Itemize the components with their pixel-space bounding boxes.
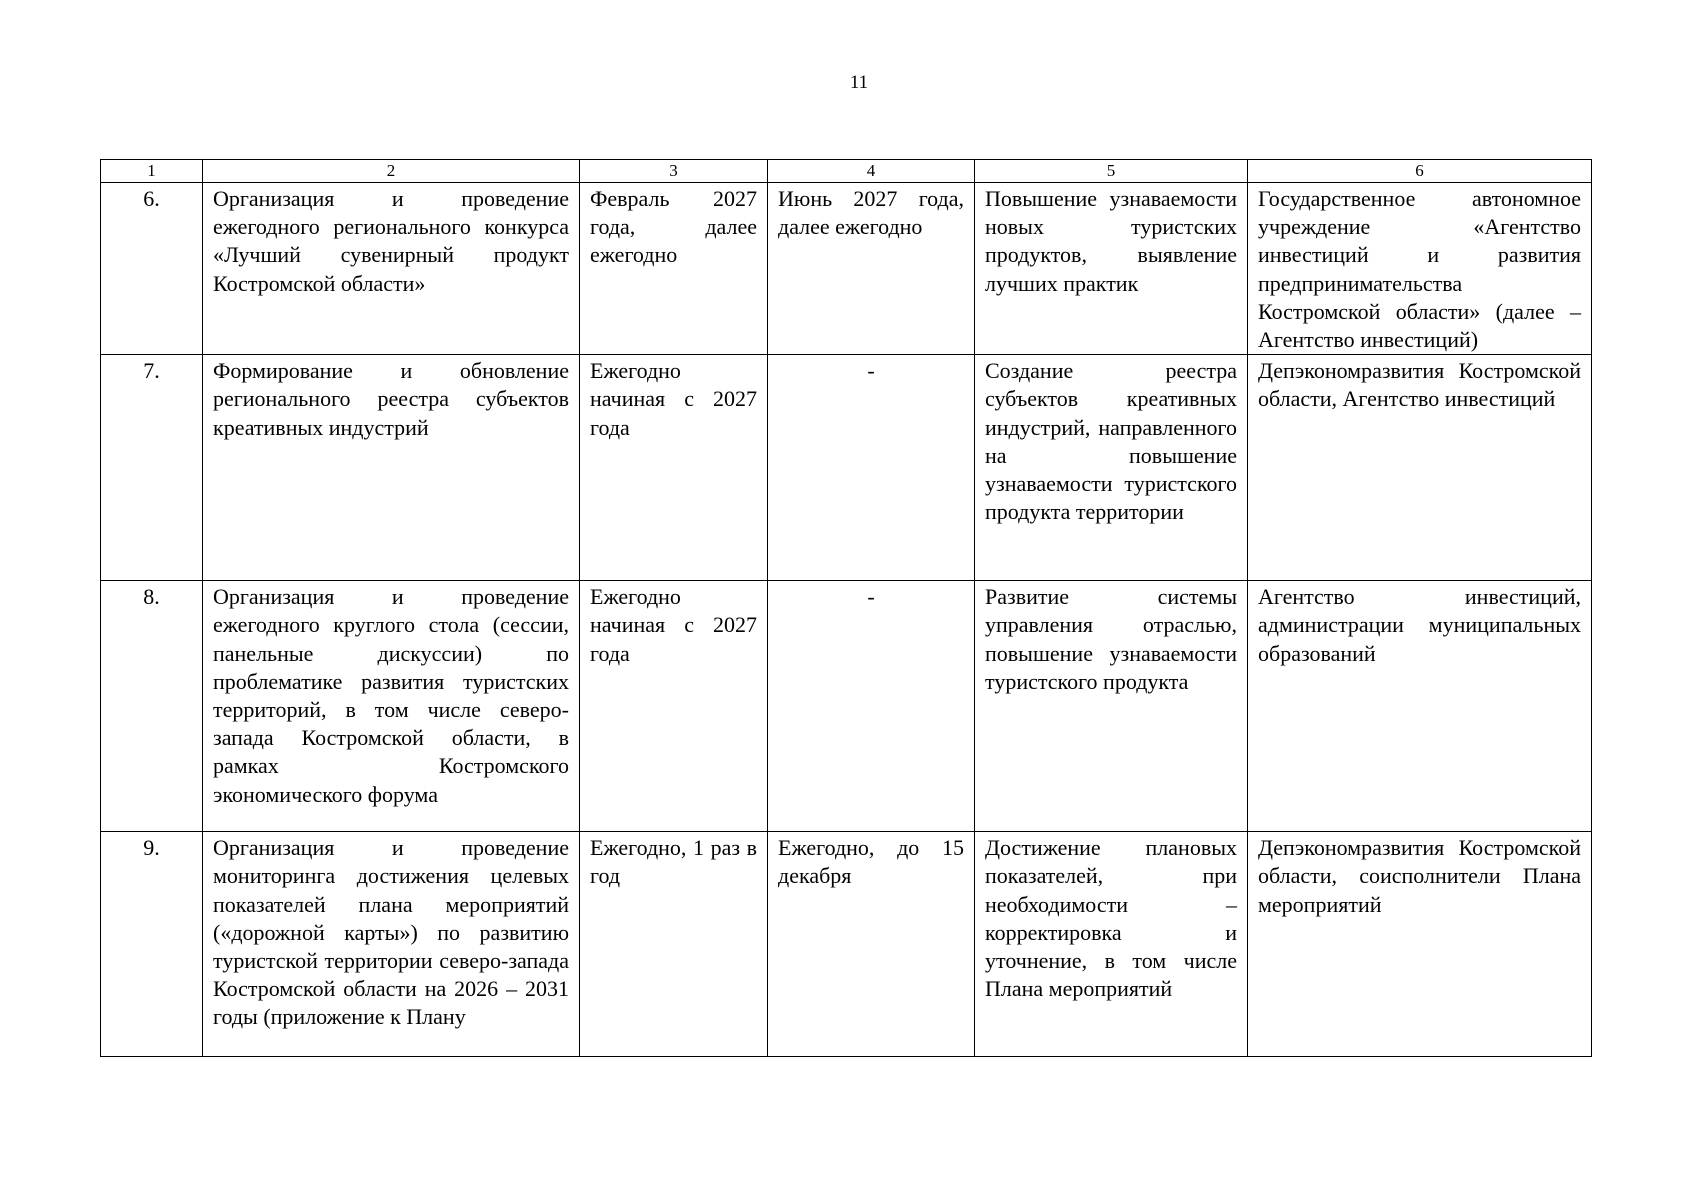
column-header: 3 (580, 160, 768, 183)
result-cell: Достижение плановых показателей, при необходимости – корректировка и уточнение, в том числе Плана мероприятий (975, 832, 1248, 1057)
column-header: 6 (1248, 160, 1592, 183)
event-cell: Формирование и обновление регионального реестра субъектов креативных индустрий (203, 355, 580, 581)
table-row (101, 183, 1592, 355)
responsible-cell: Государственное автономное учреждение «Агентство инвестиций и развития предпринимательства Костромской области» (далее – Агентство инвестиций) (1248, 183, 1592, 355)
result-cell: Повышение узнаваемости новых туристских продуктов, выявление лучших практик (975, 183, 1248, 355)
start-date-cell: Ежегодно начиная с 2027 года (580, 355, 768, 581)
column-header: 2 (203, 160, 580, 183)
page-number: 11 (849, 72, 869, 93)
row-number-cell: 9. (101, 832, 203, 1057)
result-cell: Развитие системы управления отраслью, повышение узнаваемости туристского продукта (975, 581, 1248, 832)
table-row (101, 355, 1592, 581)
column-header: 4 (768, 160, 975, 183)
event-cell: Организация и проведение мониторинга достижения целевых показателей плана мероприятий («дорожной карты») по развитию туристской территории северо-запада Костромской области на 2026 – 2031 годы (приложение к Плану (203, 832, 580, 1057)
row-number-cell: 7. (101, 355, 203, 581)
result-cell: Создание реестра субъектов креативных индустрий, направленного на повышение узнаваемости туристского продукта территории (975, 355, 1248, 581)
row-number-cell: 6. (101, 183, 203, 355)
row-number-cell: 8. (101, 581, 203, 832)
start-date-cell: Ежегодно начиная с 2027 года (580, 581, 768, 832)
plan-table (100, 159, 1592, 1057)
end-date-cell: - (768, 581, 975, 832)
event-cell: Организация и проведение ежегодного регионального конкурса «Лучший сувенирный продукт Костромской области» (203, 183, 580, 355)
end-date-cell: Ежегодно, до 15 декабря (768, 832, 975, 1057)
start-date-cell: Февраль 2027 года, далее ежегодно (580, 183, 768, 355)
event-cell: Организация и проведение ежегодного круглого стола (сессии, панельные дискуссии) по проблематике развития туристских территорий, в том числе северо-запада Костромской области, в рамках Костромского экономического форума (203, 581, 580, 832)
column-header: 5 (975, 160, 1248, 183)
responsible-cell: Депэкономразвития Костромской области, соисполнители Плана мероприятий (1248, 832, 1592, 1057)
start-date-cell: Ежегодно, 1 раз в год (580, 832, 768, 1057)
end-date-cell: - (768, 355, 975, 581)
table-row (101, 581, 1592, 832)
responsible-cell: Депэкономразвития Костромской области, Агентство инвестиций (1248, 355, 1592, 581)
column-number-row (101, 160, 1592, 183)
column-header: 1 (101, 160, 203, 183)
responsible-cell: Агентство инвестиций, администрации муниципальных образований (1248, 581, 1592, 832)
table-row (101, 832, 1592, 1057)
end-date-cell: Июнь 2027 года, далее ежегодно (768, 183, 975, 355)
